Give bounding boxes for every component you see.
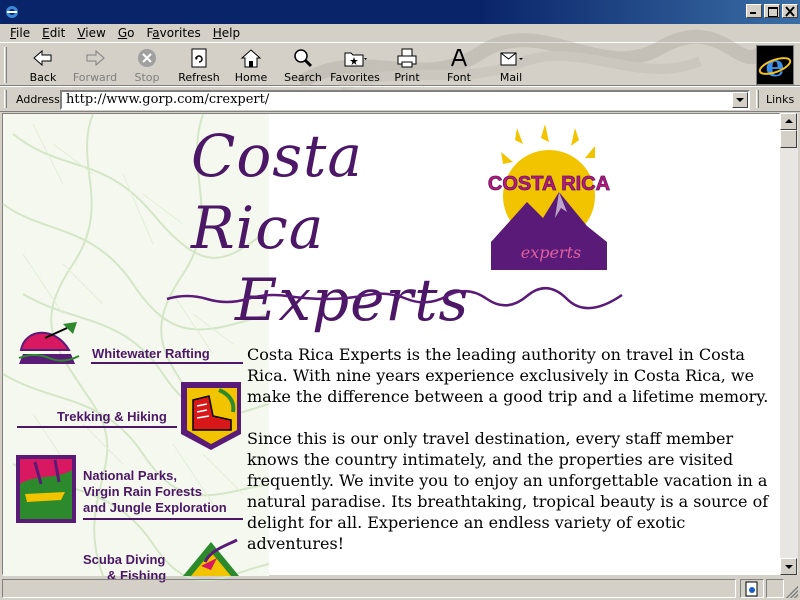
raft-icon xyxy=(15,320,83,366)
address-dropdown-button[interactable] xyxy=(732,92,748,108)
links-button[interactable]: Links xyxy=(766,93,795,106)
title-bar[interactable] xyxy=(0,0,800,24)
refresh-button[interactable] xyxy=(173,45,225,85)
menu-help[interactable]: Help xyxy=(212,26,241,40)
print-label: Print xyxy=(394,71,420,84)
intro-paragraph-1: Costa Rica Experts is the leading authority on travel in Costa Rica. With nine years experience exclusively in Costa Rica, we make the difference between a good trip and a lifetime memory. xyxy=(247,345,769,406)
wavy-divider xyxy=(167,290,622,304)
marlin-icon xyxy=(181,536,243,576)
nav-label-scuba-1: Scuba Diving xyxy=(83,552,166,567)
nav-national-parks[interactable] xyxy=(15,454,245,526)
home-icon xyxy=(239,47,263,69)
intro-paragraph-2: Since this is our only travel destination, every staff member knows the country intimately, and the properties are visited frequently. We invite you to enjoy an unforgettable vacation in a natural paradise. Its breathtaking, tropical beauty is a source of delight for all. Experience an endless variety of exotic adventures! xyxy=(247,429,769,553)
page-viewport xyxy=(2,113,780,583)
printer-icon xyxy=(395,47,419,69)
maximize-button[interactable] xyxy=(764,4,780,18)
back-arrow-icon xyxy=(31,47,55,69)
nav-label-rafting: Whitewater Rafting xyxy=(92,346,210,361)
font-label: Font xyxy=(447,71,471,84)
scroll-thumb[interactable] xyxy=(780,130,797,148)
menu-favorites[interactable]: Favorites xyxy=(146,26,201,40)
nav-scuba-fishing[interactable] xyxy=(15,536,245,583)
address-input[interactable] xyxy=(60,90,750,110)
status-bar xyxy=(0,576,800,600)
mail-button[interactable] xyxy=(485,45,537,85)
stop-icon xyxy=(135,47,159,69)
resize-grip[interactable] xyxy=(786,586,798,598)
logo-text-bottom: experts xyxy=(520,243,582,262)
favorites-folder-icon xyxy=(343,47,367,69)
favorites-label: Favorites xyxy=(330,71,380,84)
logo-text-top: COSTA RICA xyxy=(487,173,611,195)
minimize-button[interactable] xyxy=(746,4,762,18)
ie-throbber[interactable] xyxy=(756,45,794,85)
address-bar xyxy=(0,86,800,112)
mail-label: Mail xyxy=(499,71,523,84)
ie-logo-icon xyxy=(757,46,793,84)
scroll-up-button[interactable] xyxy=(780,113,797,130)
close-button[interactable] xyxy=(782,4,798,18)
refresh-label: Refresh xyxy=(178,71,220,84)
title-line2: Experts xyxy=(235,266,470,334)
search-icon xyxy=(291,47,315,69)
forward-arrow-icon xyxy=(83,47,107,69)
mail-icon xyxy=(499,47,523,69)
title-line1: Costa Rica xyxy=(191,122,363,262)
forward-label: Forward xyxy=(72,71,118,84)
search-button[interactable] xyxy=(277,45,329,85)
intro-text xyxy=(247,344,772,575)
home-label: Home xyxy=(234,71,268,84)
back-label: Back xyxy=(29,71,57,84)
address-url: http://www.gorp.com/crexpert/ xyxy=(66,92,270,107)
vertical-scrollbar[interactable] xyxy=(780,113,798,575)
nav-label-parks-1: National Parks, xyxy=(83,468,177,483)
nav-trekking-hiking[interactable] xyxy=(15,380,245,452)
nav-label-parks-2: Virgin Rain Forests xyxy=(83,484,202,499)
menu-edit[interactable]: Edit xyxy=(42,26,66,40)
nav-label-parks-3: and Jungle Exploration xyxy=(83,500,227,515)
hiking-boot-icon xyxy=(179,380,243,452)
forward-button[interactable] xyxy=(69,45,121,85)
status-text-pane xyxy=(2,579,736,598)
font-button[interactable] xyxy=(433,45,485,85)
status-zone-pane xyxy=(740,579,764,598)
nav-label-scuba-2: & Fishing xyxy=(107,568,167,583)
menu-go[interactable]: Go xyxy=(117,26,135,40)
menu-file[interactable]: File xyxy=(10,26,31,40)
address-label: Address xyxy=(16,93,60,106)
refresh-icon xyxy=(187,47,211,69)
scroll-down-button[interactable] xyxy=(780,558,797,575)
status-security-pane xyxy=(766,579,784,598)
font-icon xyxy=(447,47,471,69)
stop-button[interactable] xyxy=(121,45,173,85)
menu-view[interactable]: View xyxy=(77,26,106,40)
nav-whitewater-rafting[interactable] xyxy=(15,320,245,368)
standard-toolbar xyxy=(0,42,800,86)
links-grip[interactable] xyxy=(756,90,759,108)
svg-text:e: e xyxy=(765,49,785,84)
toolbar-grip[interactable] xyxy=(4,47,7,83)
page-loaded-icon xyxy=(744,581,760,597)
costa-rica-experts-logo[interactable] xyxy=(487,122,611,270)
back-button[interactable] xyxy=(17,45,69,85)
stop-label: Stop xyxy=(134,71,160,84)
home-button[interactable] xyxy=(225,45,277,85)
favorites-button[interactable] xyxy=(329,45,381,85)
print-button[interactable] xyxy=(381,45,433,85)
search-label: Search xyxy=(284,71,322,84)
nav-label-trekking: Trekking & Hiking xyxy=(57,409,167,424)
jungle-icon xyxy=(15,454,77,524)
close-icon xyxy=(785,7,795,16)
address-grip[interactable] xyxy=(4,90,7,108)
ie-app-icon[interactable] xyxy=(4,4,20,20)
